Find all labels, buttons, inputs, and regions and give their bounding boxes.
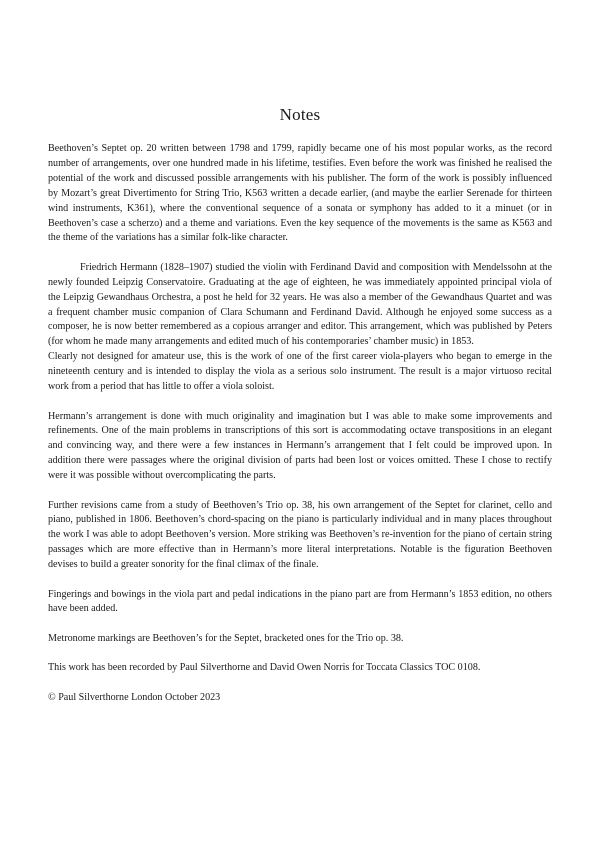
paragraph-septet-history: Beethoven’s Septet op. 20 written between 1798 and 1799, rapidly became one of his most popular works, as the record number of arrangements, over one hundred made in his lifetime, testifies. Even before the work was finished he realised the potential of the work and discussed possible arrangements with his publisher. The form of the work is possibly influenced by Mozart’s great Divertimento for String Trio, K563 written a decade earlier, (and maybe the earlier Serenade for thirteen wind instruments, K361), where the conventional sequence of a sonata or symphony has added to it a minuet (or in Beethoven’s case a scherzo) and a theme and variations. Even the key sequence of the movements is the same as K563 and the theme of the variations has a similar folk-like character. <box>48 143 552 244</box>
paragraph-metronome: Metronome markings are Beethoven’s for the Septet, bracketed ones for the Trio op. 38. <box>48 632 404 644</box>
notes-body <box>48 142 552 706</box>
page-title: Notes <box>279 105 321 124</box>
paragraph-arrangement-revisions: Hermann’s arrangement is done with much originality and imagination but I was able to make some improvements and refinements. One of the main problems in transcriptions of this sort is accommodating octave transpositions in an elegant and convincing way, and there were a few instances in Hermann’s arrangement that I felt could be improved upon. In addition there were passages where the original division of parts had been lost or voices omitted. These I chose to rectify were it was possible without overcomplicating the parts. <box>48 410 552 482</box>
paragraph-recording: This work has been recorded by Paul Silverthorne and David Owen Norris for Toccata Classics TOC 0108. <box>48 662 481 674</box>
paragraph-trio-op38: Further revisions came from a study of Beethoven’s Trio op. 38, his own arrangement of the Septet for clarinet, cello and piano, published in 1806. Beethoven’s chord-spacing on the piano is particularly individual and in many places throughout the work I was able to adopt Beethoven’s version. More striking was Beethoven’s re-invention for the piano of certain string passages which are more effective than in Hermann’s more literal interpretations. Notable is the figuration Beethoven devises to build a greater sonority for the final climax of the finale. <box>48 499 552 571</box>
paragraph-virtuoso-work: Clearly not designed for amateur use, this is the work of one of the first career viola-players who began to emerge in the nineteenth century and is intended to display the viola as a serious solo instrument. The result is a major virtuoso recital work from a period that has little to offer a viola soloist. <box>48 351 552 393</box>
paragraph-fingerings: Fingerings and bowings in the viola part and pedal indications in the piano part are from Hermann’s 1853 edition, no others have been added. <box>48 588 552 615</box>
paragraph-hermann-biography: Friedrich Hermann (1828–1907) studied the violin with Ferdinand David and composition with Mendelssohn at the newly founded Leipzig Conservatoire. Graduating at the age of eighteen, he was immediately appointed principal viola of the Leipzig Gewandhaus Orchestra, a post he held for 32 years. He was also a member of the Gewandhaus Quartet and was a frequent chamber music companion of Clara Schumann and Ferdinand David. Although he enjoyed some success as a composer, he is now better remembered as a copious arranger and editor. This arrangement, which was published by Peters (for whom he made many arrangements and edited much of his contemporaries’ chamber music) in 1853. <box>48 261 552 348</box>
copyright-notice: © Paul Silverthorne London October 2023 <box>48 691 221 703</box>
